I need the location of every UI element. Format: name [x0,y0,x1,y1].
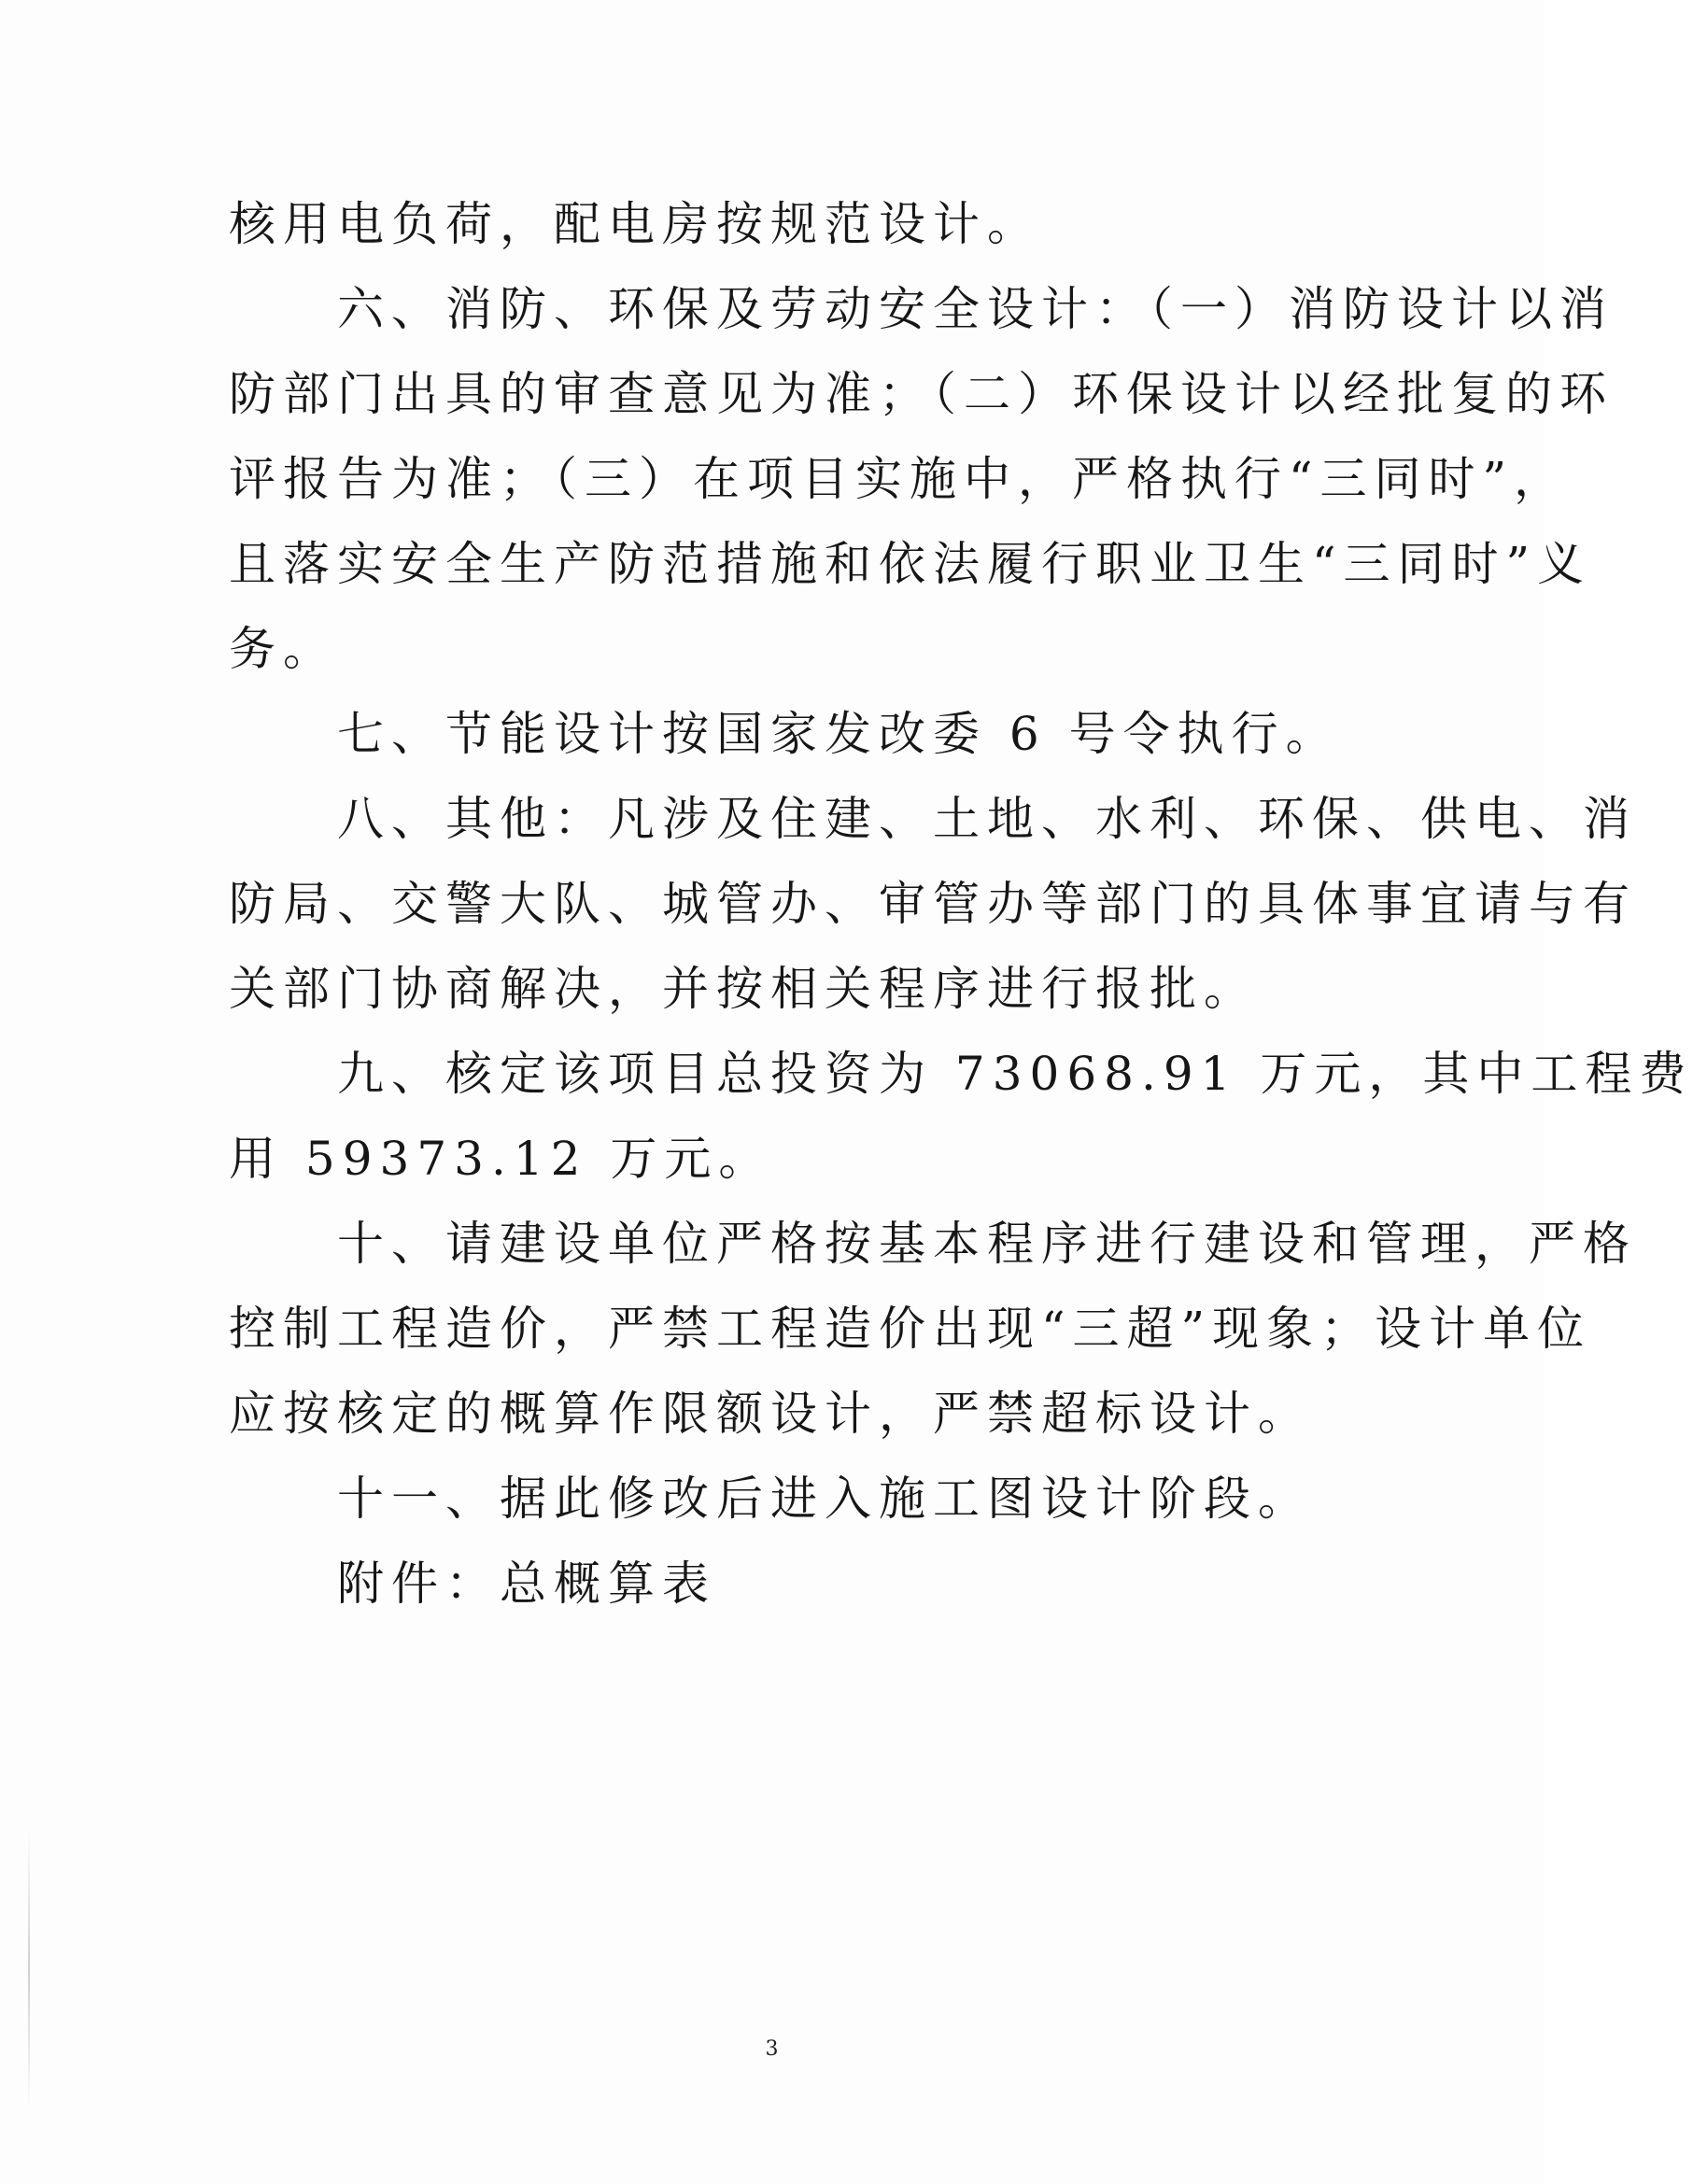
text-line-9: 防局、交警大队、城管办、审管办等部门的具体事宜请与有 [229,877,1637,931]
text-line-16: 十一、据此修改后进入施工图设计阶段。 [337,1472,1312,1526]
text-line-7: 七、节能设计按国家发改委 6 号令执行。 [337,707,1340,761]
text-line-10: 关部门协商解决，并按相关程序进行报批。 [229,962,1258,1016]
text-line-13: 十、请建设单位严格按基本程序进行建设和管理，严格 [337,1217,1637,1271]
text-line-1: 核用电负荷，配电房按规范设计。 [229,197,1041,251]
text-line-2: 六、消防、环保及劳动安全设计：（一）消防设计以消 [337,282,1614,336]
text-line-8: 八、其他：凡涉及住建、土地、水利、环保、供电、消 [337,792,1637,846]
text-line-6: 务。 [229,622,337,676]
text-line-11: 九、核定该项目总投资为 73068.91 万元，其中工程费 [337,1047,1693,1101]
text-line-14: 控制工程造价，严禁工程造价出现“三超”现象；设计单位 [229,1302,1592,1356]
text-line-12: 用 59373.12 万元。 [229,1132,773,1186]
text-line-5: 且落实安全生产防范措施和依法履行职业卫生“三同时”义 [229,537,1592,591]
page-number: 3 [765,2037,779,2061]
attachment-line: 附件：总概算表 [337,1557,716,1611]
document-body [229,182,1693,1627]
text-line-4: 评报告为准；（三）在项目实施中，严格执行“三同时”， [229,452,1569,506]
scan-edge-mark [28,1830,30,2110]
text-line-3: 防部门出具的审查意见为准；（二）环保设计以经批复的环 [229,367,1614,421]
text-line-15: 应按核定的概算作限额设计，严禁超标设计。 [229,1387,1312,1441]
